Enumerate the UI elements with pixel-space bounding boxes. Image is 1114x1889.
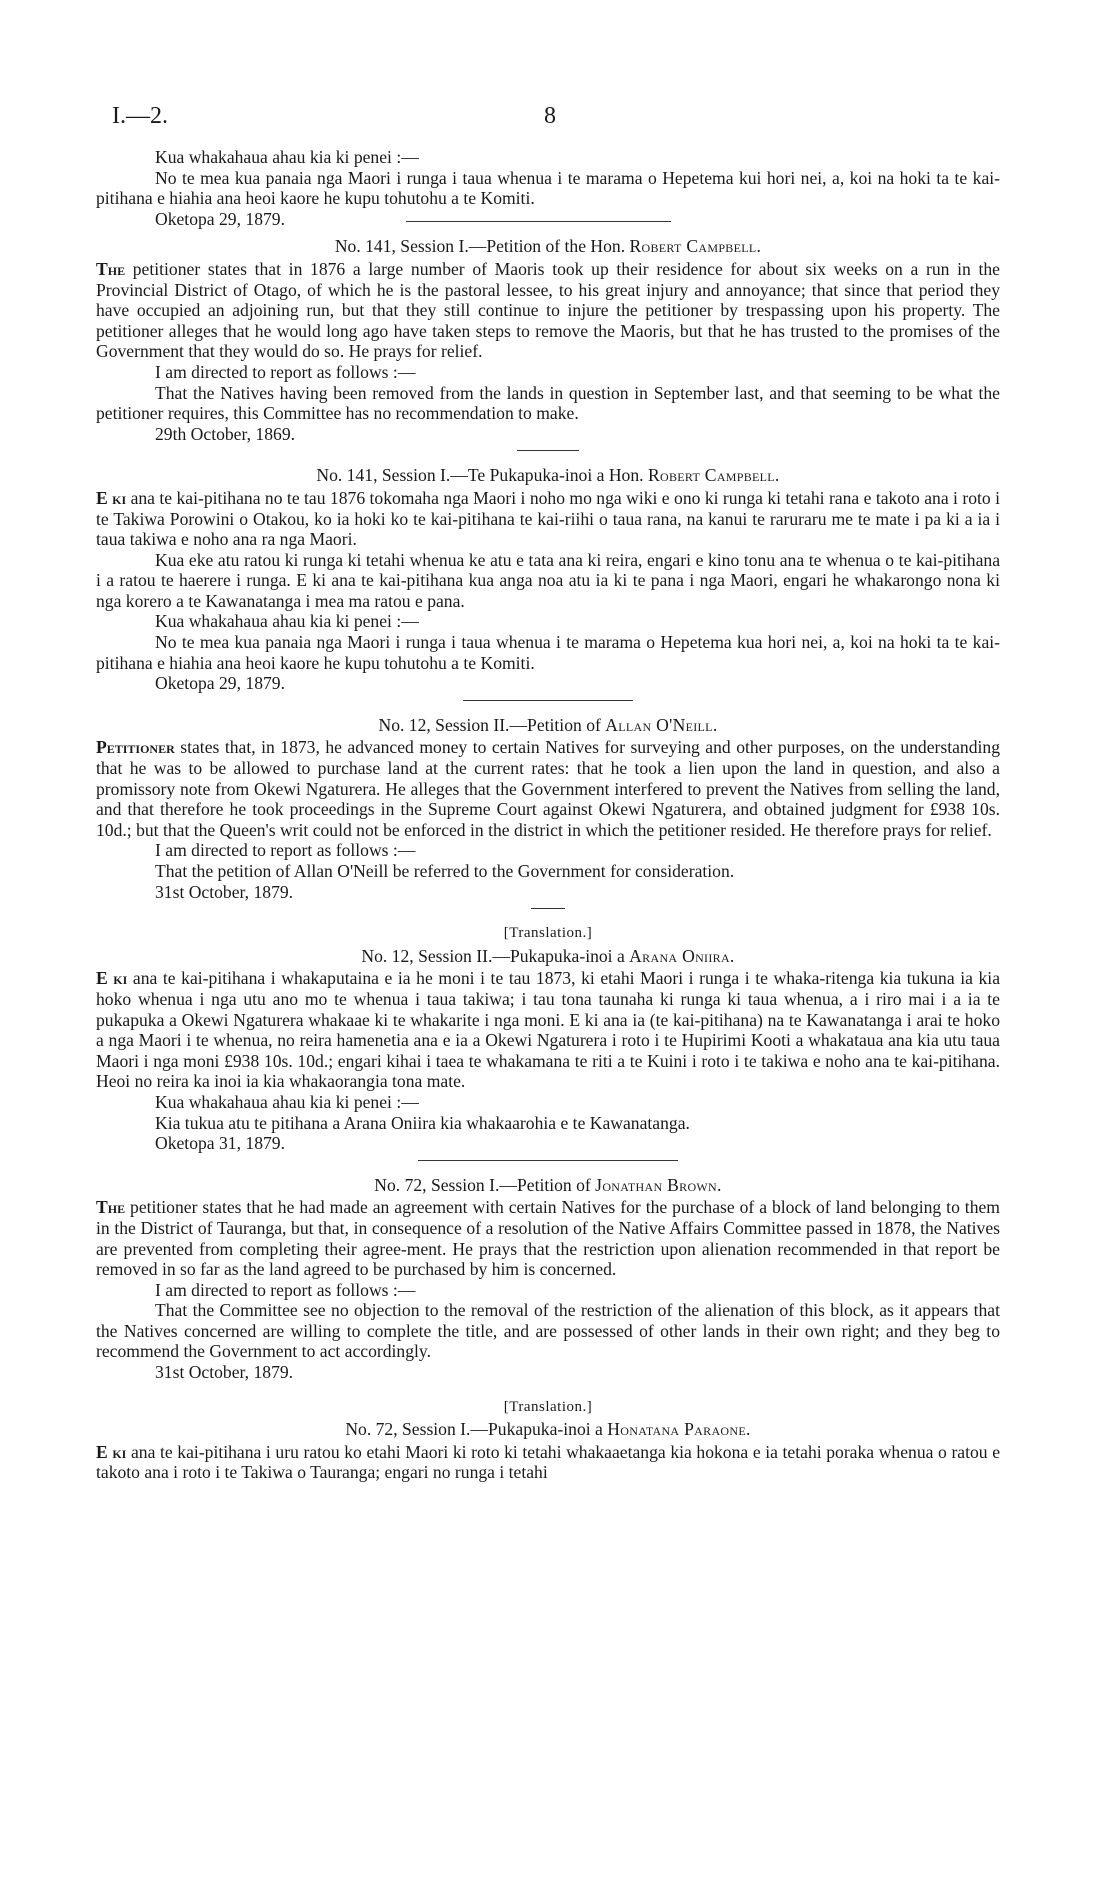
- paragraph: Petitioner states that, in 1873, he advanced money to certain Natives for surveying and other purposes, on the understanding that he was to be allowed to purchase land at the current rates: that he took a lien upon the land in question, and also a promissory note from Okewi Ngaturera. He alleges that the Government interfered to prevent the Natives from selling the land, and that therefore he took proceedings in the Supreme Court against Okewi Ngaturera, and obtained judgment for £938 10s. 10d.; but that the Queen's writ could not be enforced in the district in which the petitioner resided. He therefore prays for relief.: [96, 737, 1000, 840]
- paragraph: E ki ana te kai-pitihana i uru ratou ko etahi Maori ki roto ki tetahi whakaaetanga kia hokona e ia tetahi poraka whenua o ratou e takoto ana i roto i te Takiwa o Tauranga; engari no runga i tetahi: [96, 1441, 1001, 1483]
- date-line: Oketopa 29, 1879.: [155, 673, 285, 694]
- paragraph: That the Natives having been removed from the lands in question in September last, and that seeming to be what the petitioner requires, this Committee has no recommendation to make.: [96, 382, 1000, 424]
- section-rule: [406, 221, 671, 222]
- paragraph: No te mea kua panaia nga Maori i runga i taua whenua i te marama o Hepetema kui hori nei, a, koi na hoki ta te kai-pitihana e hiahia ana heoi kaore he kupu tohutohu a te Komiti.: [96, 167, 1000, 209]
- paragraph: The petitioner states that he had made an agreement with certain Natives for the purchase of a block of land belonging to them in the District of Tauranga, but that, in consequence of a resolution of the Native Affairs Committee passed in 1878, the Natives are prevented from completing their agree-ment. He prays that the restriction upon alienation recommended in that report be removed in so far as the land agreed to be purchased by him is concerned.: [96, 1197, 1000, 1280]
- paragraph: Kua eke atu ratou ki runga ki tetahi whenua ke atu e tata ana ki reira, engari e kino tonu ana te whenua o te kai-pitihana i a ratou te haerere i runga. E ki ana te kai-pitihana kua anga noa atu ia ki te pana i nga Maori, engari he whakarongo nona ki nga korero a te Kawanatanga i mea ma ratou e pana.: [96, 549, 1000, 611]
- date-line: 29th October, 1869.: [155, 423, 296, 444]
- paragraph: E ki ana te kai-pitihana i whakaputaina e ia he moni i te tau 1873, ki etahi Maori i runga i te whaka-ritenga kia tukuna ia kia hoko whenua i nga utu ano mo te whenua i taua takiwa; i tau tona taunaha ki runga ki taua whenua, a i riro mai i a ia te pukapuka a Okewi Ngaturera whakaae ki te whakarite i nga moni. E ki ana ia (te kai-pitihana) na te Kawanatanga i arai te hoko a nga Maori i te whenua, no reira hamenetia ana e ia a Okewi Ngaturera i roto i te Hupirimi Kooti a whakataua ana kia utu taua Maori i nga moni £938 10s. 10d.; engari kihai i taea te whakamana te riti a te Kuini i roto i te takiwa e noho ana te kai-pitihana. Heoi no reira ka inoi ia kia whakaorangia tona mate.: [96, 968, 1001, 1092]
- paragraph: Kua whakahaua ahau kia ki penei :—: [155, 1091, 419, 1112]
- section-heading: No. 141, Session I.—Te Pukapuka-inoi a Hon. Robert Campbell.: [316, 465, 780, 486]
- paragraph: The petitioner states that in 1876 a large number of Maoris took up their residence for about six weeks on a run in the Provincial District of Otago, of which he is the pastoral lessee, to his great injury and annoyance; that since that period they have occupied an adjoining run, but that they still continue to injure the petitioner by trespassing upon his property. The petitioner alleges that he would long ago have taken steps to remove the Maoris, but that he has trusted to the promises of the Government that they would do so. He prays for relief.: [96, 258, 1000, 362]
- section-heading: No. 12, Session II.—Pukapuka-inoi a Arana Oniira.: [361, 945, 735, 966]
- paragraph: I am directed to report as follows :—: [155, 840, 416, 861]
- paragraph: I am directed to report as follows :—: [155, 1279, 416, 1300]
- section-heading: No. 72, Session I.—Petition of Jonathan Brown.: [374, 1174, 722, 1195]
- date-line: Oketopa 29, 1879.: [155, 208, 285, 229]
- date-line: Oketopa 31, 1879.: [155, 1133, 285, 1154]
- section-rule: [418, 1160, 678, 1161]
- paragraph: I am directed to report as follows :—: [155, 361, 416, 382]
- page-number: 8: [544, 103, 556, 129]
- section-heading: No. 72, Session I.—Pukapuka-inoi a Honatana Paraone.: [345, 1419, 751, 1440]
- section-heading: No. 12, Session II.—Petition of Allan O'Neill.: [378, 714, 718, 735]
- paragraph: Kua whakahaua ahau kia ki penei :—: [155, 611, 419, 632]
- paragraph: That the Committee see no objection to the removal of the restriction of the alienation of this block, as it appears that the Natives concerned are willing to complete the title, and are possessed of other lands in their own right; and they beg to recommend the Government to act accordingly.: [96, 1300, 1000, 1362]
- section-rule: [463, 700, 633, 701]
- paragraph: Kua whakahaua ahau kia ki penei :—: [155, 147, 419, 167]
- section-rule: [517, 450, 579, 451]
- translation-label: [Translation.]: [503, 925, 593, 942]
- paragraph: No te mea kua panaia nga Maori i runga i taua whenua i te marama o Hepetema kua hori nei, a, koi na hoki ta te kai-pitihana e hiahia ana heoi kaore he kupu tohutohu a te Komiti.: [96, 632, 1000, 673]
- text-column: [96, 147, 1000, 1483]
- date-line: 31st October, 1879.: [155, 881, 294, 902]
- paragraph: That the petition of Allan O'Neill be referred to the Government for consideration.: [155, 861, 735, 881]
- date-line: 31st October, 1879.: [155, 1362, 294, 1383]
- paragraph: E ki ana te kai-pitihana no te tau 1876 tokomaha nga Maori i noho mo nga wiki e ono ki runga ki tetahi rana e takoto ana i roto i te Takiwa Porowini o Otakou, ko ia hoki ko te kai-pitihana te kai-riihi o taua rana, na kanui te raruraru me te mate i pa ki a ia i taua takiwa e noho ana ra nga Maori.: [96, 487, 1000, 550]
- section-heading: No. 141, Session I.—Petition of the Hon. Robert Campbell.: [334, 236, 762, 257]
- page-reference: I.—2.: [112, 103, 168, 129]
- paragraph: Kia tukua atu te pitihana a Arana Oniira kia whakaarohia e te Kawanatanga.: [155, 1112, 690, 1133]
- page-header: [0, 103, 1114, 133]
- section-rule: [531, 908, 565, 909]
- translation-label: [Translation.]: [503, 1398, 593, 1415]
